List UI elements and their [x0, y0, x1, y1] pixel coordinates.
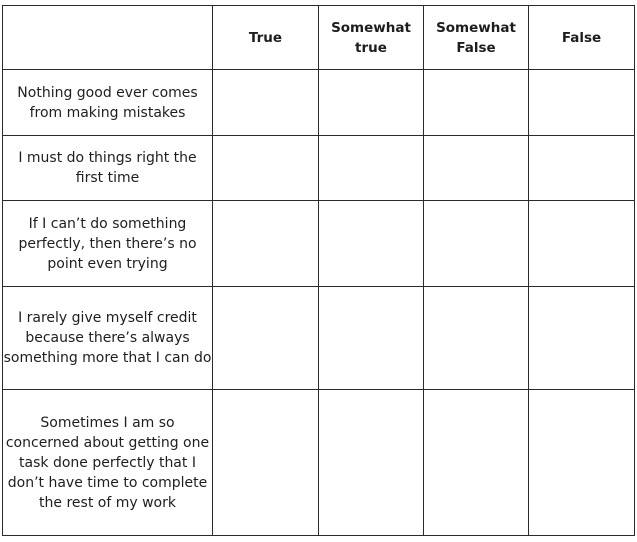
- table-row: [3, 201, 635, 287]
- statement-cell: If I can’t do something perfectly, then there’s no point even trying: [3, 201, 213, 287]
- header-somewhat-true: [319, 6, 424, 70]
- table-row: [3, 287, 635, 390]
- answer-cell-somewhat-false[interactable]: [424, 390, 529, 536]
- answer-cell-somewhat-true[interactable]: [319, 201, 424, 287]
- header-somewhat-false: [424, 6, 529, 70]
- answer-cell-false[interactable]: [529, 201, 635, 287]
- answer-cell-true[interactable]: [213, 70, 319, 136]
- answer-cell-true[interactable]: [213, 201, 319, 287]
- answer-cell-true[interactable]: [213, 287, 319, 390]
- answer-cell-somewhat-true[interactable]: [319, 136, 424, 201]
- perfectionism-survey-table: [2, 5, 635, 536]
- answer-cell-somewhat-false[interactable]: [424, 201, 529, 287]
- answer-cell-somewhat-false[interactable]: [424, 287, 529, 390]
- answer-cell-somewhat-true[interactable]: [319, 287, 424, 390]
- answer-cell-false[interactable]: [529, 70, 635, 136]
- header-somewhat-true-line2: true: [355, 39, 387, 56]
- statement-cell: Sometimes I am so concerned about getting one task done perfectly that I don’t have time to complete the rest of my work: [3, 390, 213, 536]
- header-somewhat-false-line2: False: [456, 39, 496, 56]
- answer-cell-somewhat-true[interactable]: [319, 390, 424, 536]
- table-row: [3, 70, 635, 136]
- header-blank-cell: [3, 6, 213, 70]
- answer-cell-false[interactable]: [529, 287, 635, 390]
- header-true: [213, 6, 319, 70]
- answer-cell-true[interactable]: [213, 136, 319, 201]
- header-true-label: True: [248, 29, 283, 46]
- statement-cell: I must do things right the first time: [3, 136, 213, 201]
- answer-cell-somewhat-false[interactable]: [424, 70, 529, 136]
- header-row: [3, 6, 635, 70]
- survey-sheet: [2, 5, 635, 536]
- header-somewhat-true-line1: Somewhat: [331, 19, 411, 36]
- answer-cell-true[interactable]: [213, 390, 319, 536]
- table-row: [3, 136, 635, 201]
- header-somewhat-false-line1: Somewhat: [436, 19, 516, 36]
- header-false-label: False: [561, 29, 602, 46]
- answer-cell-false[interactable]: [529, 136, 635, 201]
- answer-cell-false[interactable]: [529, 390, 635, 536]
- statement-cell: I rarely give myself credit because there’s always something more that I can do: [3, 287, 213, 390]
- table-row: [3, 390, 635, 536]
- header-false: [529, 6, 635, 70]
- statement-cell: Nothing good ever comes from making mistakes: [3, 70, 213, 136]
- answer-cell-somewhat-false[interactable]: [424, 136, 529, 201]
- answer-cell-somewhat-true[interactable]: [319, 70, 424, 136]
